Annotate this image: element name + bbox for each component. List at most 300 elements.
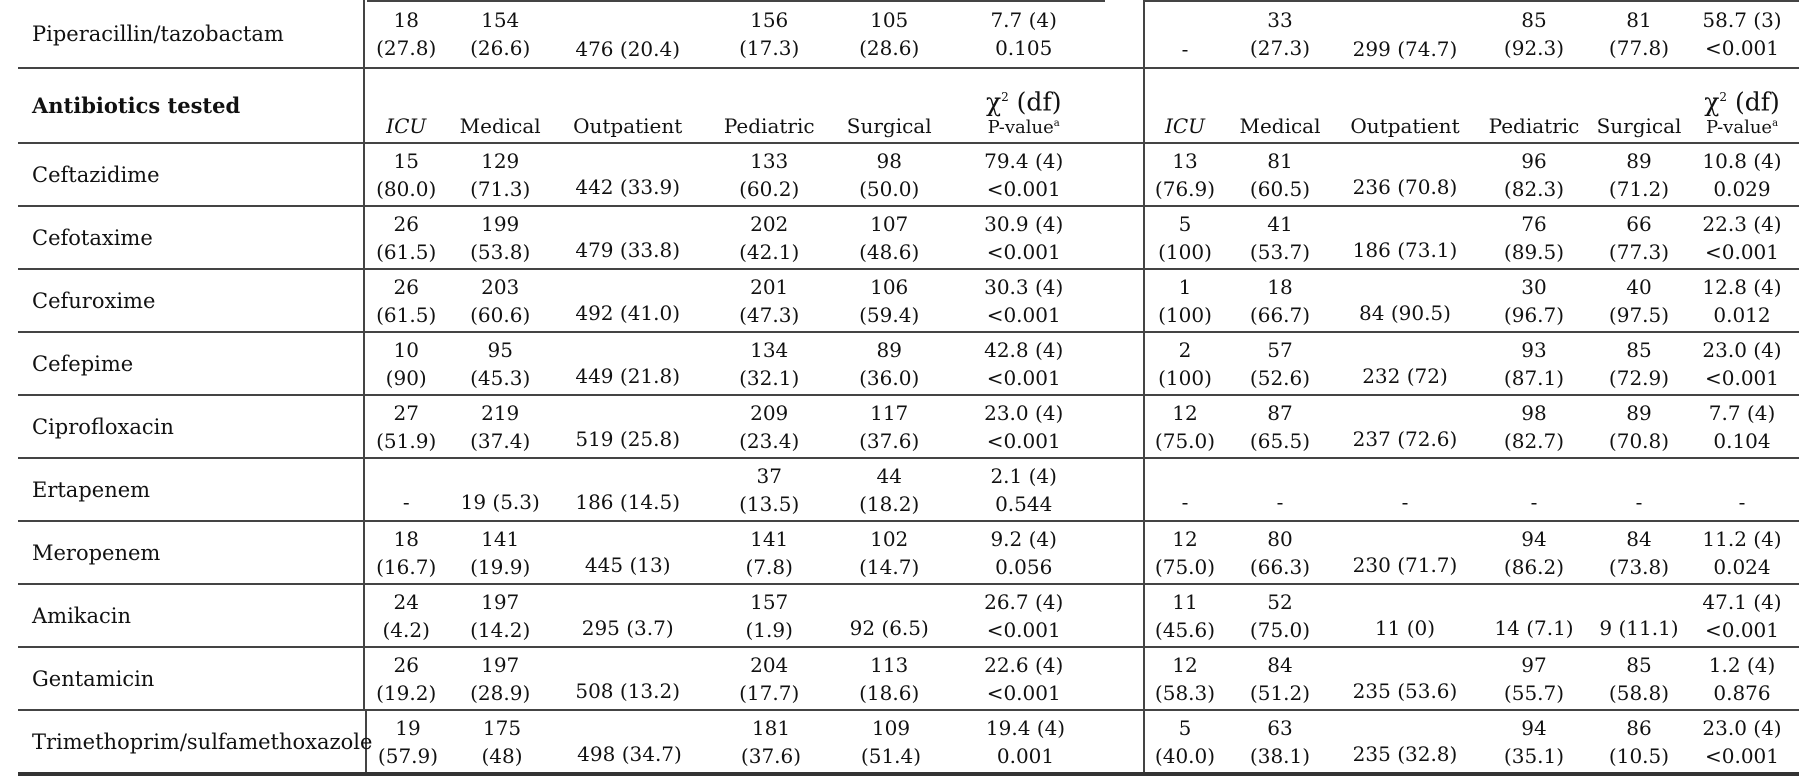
table-cell [702, 459, 836, 520]
cell-value: (35.1) [1503, 743, 1565, 768]
group-left [365, 270, 1105, 331]
table-cell [553, 270, 702, 331]
group-left [365, 648, 1105, 709]
table-cell [553, 207, 702, 268]
cell-value: (13.5) [739, 491, 800, 516]
cell-value: 2.1 (4) [990, 463, 1057, 488]
cell-value: 89 [1626, 400, 1652, 425]
table-cell [447, 207, 553, 268]
header-group-right [1143, 69, 1799, 142]
cell-value: (71.3) [470, 176, 531, 201]
resistance-table [18, 0, 1799, 776]
table-cell [942, 396, 1105, 457]
cell-value: 81 [1626, 7, 1652, 32]
cell-value: (59.4) [859, 302, 920, 327]
column-gap [1105, 585, 1143, 646]
cell-value: (18.2) [859, 491, 920, 516]
cell-value: 86 [1626, 715, 1652, 740]
table-cell [1335, 144, 1475, 205]
cell-value: (17.3) [739, 35, 800, 60]
table-cell [1593, 522, 1685, 583]
table-cell [1145, 522, 1225, 583]
column-header [1145, 69, 1225, 142]
table-cell [553, 396, 702, 457]
column-header-label: ICU [386, 114, 427, 138]
table-cell [1475, 144, 1593, 205]
cell-value: (100) [1158, 239, 1212, 264]
cell-value: 22.3 (4) [1702, 211, 1782, 236]
cell-value: 66 [1626, 211, 1652, 236]
table-cell [447, 585, 553, 646]
cell-value: 47.1 (4) [1702, 589, 1782, 614]
cell-value: 201 [750, 274, 789, 299]
cell-value: <0.001 [1704, 743, 1779, 768]
cell-value: 299 (74.7) [1352, 37, 1458, 61]
cell-value: (27.8) [376, 35, 437, 60]
row-label: Cefepime [18, 333, 365, 394]
column-header-label: Pediatric [1488, 114, 1580, 138]
column-header-label: Pediatric [723, 114, 815, 138]
table-cell [365, 459, 447, 520]
table-cell [836, 0, 942, 67]
cell-value: 26 [393, 274, 419, 299]
cell-value: (53.8) [470, 239, 531, 264]
cell-value: - [1276, 490, 1284, 514]
table-cell [365, 270, 447, 331]
cell-value: 0.012 [1713, 302, 1771, 327]
group-right [1143, 0, 1799, 67]
group-right [1143, 207, 1799, 268]
chi-symbol: χ [985, 87, 1002, 116]
chi-square-header [1685, 69, 1799, 142]
table-cell [365, 333, 447, 394]
cell-value: 0.544 [995, 491, 1053, 516]
table-cell [702, 270, 836, 331]
pvalue-text: P-value [1705, 117, 1773, 138]
cell-value: (60.6) [470, 302, 531, 327]
cell-value: 13 [1172, 148, 1198, 173]
row-label: Ciprofloxacin [18, 396, 365, 457]
table-cell [447, 333, 553, 394]
cell-value: (73.8) [1608, 554, 1670, 579]
table-cell [365, 522, 447, 583]
cell-value: (58.3) [1154, 680, 1216, 705]
cell-value: 42.8 (4) [984, 337, 1064, 362]
group-right [1143, 270, 1799, 331]
table-cell [1593, 396, 1685, 457]
cell-value: 27 [393, 400, 419, 425]
cell-value: (42.1) [739, 239, 800, 264]
cell-value: 58.7 (3) [1702, 7, 1782, 32]
group-left [365, 522, 1105, 583]
table-cell [944, 711, 1107, 772]
table-cell [942, 207, 1105, 268]
cell-value: 105 [870, 7, 909, 32]
cell-value: 117 [870, 400, 909, 425]
cell-value: 0.029 [1713, 176, 1771, 201]
cell-value: 9 (11.1) [1599, 616, 1679, 640]
cell-value: (45.3) [470, 365, 531, 390]
table-cell [553, 522, 702, 583]
cell-value: (48) [481, 743, 523, 768]
table-row [18, 0, 1799, 69]
cell-value: 22.6 (4) [984, 652, 1064, 677]
column-gap [1105, 270, 1143, 331]
group-left [365, 144, 1105, 205]
table-cell [942, 459, 1105, 520]
table-cell [1685, 711, 1799, 772]
cell-value: <0.001 [1704, 365, 1779, 390]
cell-value: 202 [750, 211, 789, 236]
cell-value: 134 [750, 337, 789, 362]
cell-value: 85 [1626, 652, 1652, 677]
table-cell [1145, 396, 1225, 457]
table-cell [1685, 648, 1799, 709]
cell-value: 0.056 [995, 554, 1053, 579]
table-cell [1475, 648, 1593, 709]
cell-value: 175 [482, 715, 522, 740]
table-cell [447, 0, 553, 67]
table-cell [1685, 270, 1799, 331]
table-cell [1475, 522, 1593, 583]
cell-value: 80 [1267, 526, 1293, 551]
table-cell [942, 144, 1105, 205]
cell-value: (92.3) [1503, 35, 1565, 60]
column-header [702, 69, 836, 142]
table-cell [1335, 585, 1475, 646]
cell-value: (86.2) [1503, 554, 1565, 579]
table-cell [836, 585, 942, 646]
table-cell [1225, 270, 1335, 331]
cell-value: 94 [1521, 715, 1547, 740]
row-label: Gentamicin [18, 648, 365, 709]
row-label: Amikacin [18, 585, 365, 646]
cell-value: 18 [393, 526, 419, 551]
group-left [365, 396, 1105, 457]
table-row [18, 333, 1799, 396]
cell-value: 96 [1521, 148, 1547, 173]
table-cell [365, 585, 447, 646]
chi-square-label [986, 82, 1062, 117]
cell-value: 476 (20.4) [575, 37, 681, 61]
cell-value: (72.9) [1608, 365, 1670, 390]
chi-symbol: χ [1704, 87, 1720, 116]
cell-value: 209 [750, 400, 789, 425]
table-cell [702, 207, 836, 268]
table-cell [555, 711, 704, 772]
table-cell [702, 144, 836, 205]
cell-value: 79.4 (4) [984, 148, 1064, 173]
cell-value: 44 [876, 463, 902, 488]
cell-value: (37.6) [859, 428, 920, 453]
cell-value: (51.9) [376, 428, 437, 453]
cell-value: (100) [1158, 365, 1212, 390]
table-cell [942, 648, 1105, 709]
cell-value: 0.024 [1713, 554, 1771, 579]
cell-value: 14 (7.1) [1494, 616, 1574, 640]
table-cell [1685, 144, 1799, 205]
table-cell [447, 144, 553, 205]
cell-value: 92 (6.5) [849, 616, 929, 640]
cell-value: 85 [1626, 337, 1652, 362]
cell-value: 0.105 [995, 35, 1053, 60]
table-cell [836, 144, 942, 205]
cell-value: 519 (25.8) [575, 427, 681, 451]
table-cell [1593, 333, 1685, 394]
column-header-label: Outpatient [1350, 114, 1460, 138]
table-cell [704, 711, 838, 772]
column-header [1335, 69, 1475, 142]
cell-value: 5 [1178, 715, 1192, 740]
table-cell [1335, 396, 1475, 457]
table-cell [449, 711, 555, 772]
cell-value: (61.5) [376, 239, 437, 264]
row-label: Cefotaxime [18, 207, 365, 268]
cell-value: 154 [481, 7, 520, 32]
table-cell [1593, 585, 1685, 646]
table-cell [836, 459, 942, 520]
cell-value: 109 [871, 715, 911, 740]
group-left [365, 585, 1105, 646]
cell-value: (60.2) [739, 176, 800, 201]
cell-value: 197 [481, 589, 520, 614]
cell-value: 84 [1626, 526, 1652, 551]
cell-value: 23.0 (4) [1702, 715, 1782, 740]
cell-value: (51.4) [860, 743, 922, 768]
table-cell [836, 648, 942, 709]
cell-value: 15 [393, 148, 419, 173]
cell-value: (97.5) [1608, 302, 1670, 327]
cell-value: (60.5) [1249, 176, 1311, 201]
cell-value: 141 [481, 526, 520, 551]
chi-df: (df) [1008, 87, 1062, 116]
cell-value: 157 [750, 589, 789, 614]
cell-value: 203 [481, 274, 520, 299]
cell-value: (48.6) [859, 239, 920, 264]
table-cell [1593, 270, 1685, 331]
table-cell [1685, 207, 1799, 268]
cell-value: 63 [1267, 715, 1293, 740]
table-cell [1225, 207, 1335, 268]
chi-square-label [1704, 82, 1780, 117]
column-gap [1105, 522, 1143, 583]
cell-value: 26 [393, 652, 419, 677]
column-header-label: Surgical [1596, 114, 1682, 138]
cell-value: (37.4) [470, 428, 531, 453]
cell-value: 40 [1626, 274, 1652, 299]
table-cell [1335, 522, 1475, 583]
cell-value: 0.876 [1713, 680, 1771, 705]
table-cell [447, 396, 553, 457]
cell-value: 19 (5.3) [460, 490, 540, 514]
table-cell [365, 207, 447, 268]
cell-value: (77.3) [1608, 239, 1670, 264]
cell-value: 7.7 (4) [1708, 400, 1776, 425]
table-cell [1335, 207, 1475, 268]
pvalue-label [1706, 117, 1778, 138]
table-cell [942, 585, 1105, 646]
cell-value: 219 [481, 400, 520, 425]
cell-value: (53.7) [1249, 239, 1311, 264]
table-cell [1593, 0, 1685, 67]
table-cell [1475, 207, 1593, 268]
table-cell [1335, 270, 1475, 331]
column-header-label: Medical [1239, 114, 1321, 138]
cell-value: 33 [1267, 7, 1293, 32]
cell-value: 237 (72.6) [1352, 427, 1458, 451]
cell-value: 84 (90.5) [1359, 301, 1451, 325]
cell-value: 18 [1267, 274, 1293, 299]
table-cell [836, 522, 942, 583]
cell-value: (32.1) [739, 365, 800, 390]
cell-value: (76.9) [1154, 176, 1216, 201]
cell-value: 98 [876, 148, 902, 173]
cell-value: 11 (0) [1374, 616, 1436, 640]
chi-df: (df) [1727, 87, 1780, 116]
table-cell [447, 522, 553, 583]
cell-value: - [1738, 490, 1746, 514]
table-cell [365, 648, 447, 709]
cell-value: 26.7 (4) [984, 589, 1064, 614]
column-header [1593, 69, 1685, 142]
cell-value: <0.001 [1704, 35, 1779, 60]
row-label: Ceftazidime [18, 144, 365, 205]
table-cell [1335, 333, 1475, 394]
table-cell [1145, 207, 1225, 268]
cell-value: 106 [870, 274, 909, 299]
table-cell [942, 270, 1105, 331]
header-row [18, 69, 1799, 144]
table-row [18, 522, 1799, 585]
table-cell [447, 270, 553, 331]
cell-value: - [1635, 490, 1643, 514]
cell-value: (47.3) [739, 302, 800, 327]
cell-value: 26 [393, 211, 419, 236]
table-cell [367, 711, 449, 772]
cell-value: 492 (41.0) [575, 301, 681, 325]
cell-value: 84 [1267, 652, 1293, 677]
cell-value: <0.001 [986, 617, 1061, 642]
cell-value: 41 [1267, 211, 1293, 236]
table-cell [1475, 333, 1593, 394]
table-row [18, 270, 1799, 333]
cell-value: <0.001 [986, 428, 1061, 453]
cell-value: 12 [1172, 526, 1198, 551]
table-cell [1335, 711, 1475, 772]
column-gap [1107, 711, 1143, 772]
cell-value: 12 [1172, 652, 1198, 677]
cell-value: 186 (14.5) [575, 490, 681, 514]
table-cell [1475, 270, 1593, 331]
cell-value: 498 (34.7) [577, 742, 682, 766]
cell-value: (96.7) [1503, 302, 1565, 327]
cell-value: (16.7) [376, 554, 437, 579]
column-header [836, 69, 942, 142]
cell-value: 98 [1521, 400, 1547, 425]
group-right [1143, 711, 1799, 772]
cell-value: (89.5) [1503, 239, 1565, 264]
cell-value: 24 [393, 589, 419, 614]
cell-value: (26.6) [470, 35, 531, 60]
table-cell [1335, 648, 1475, 709]
cell-value: 12.8 (4) [1702, 274, 1782, 299]
table-cell [702, 396, 836, 457]
table-cell [1475, 711, 1593, 772]
column-header [447, 69, 553, 142]
cell-value: - [1181, 490, 1189, 514]
cell-value: 156 [750, 7, 789, 32]
cell-value: 94 [1521, 526, 1547, 551]
cell-value: 93 [1521, 337, 1547, 362]
cell-value: 11.2 (4) [1702, 526, 1782, 551]
pvalue-superscript: a [1053, 118, 1060, 129]
row-label: Trimethoprim/sulfamethoxazole [18, 711, 367, 772]
cell-value: 1.2 (4) [1708, 652, 1776, 677]
cell-value: (10.5) [1608, 743, 1670, 768]
table-cell [942, 0, 1105, 67]
table-cell [553, 144, 702, 205]
cell-value: 235 (32.8) [1352, 742, 1458, 766]
cell-value: 7.7 (4) [990, 7, 1057, 32]
pvalue-superscript: a [1772, 118, 1779, 129]
cell-value: (7.8) [745, 554, 793, 579]
cell-value: 295 (3.7) [581, 616, 674, 640]
cell-value: (70.8) [1608, 428, 1670, 453]
table-cell [1593, 144, 1685, 205]
table-row [18, 648, 1799, 711]
cell-value: 449 (21.8) [575, 364, 681, 388]
group-right [1143, 459, 1799, 520]
cell-value: 141 [750, 526, 789, 551]
cell-value: 57 [1267, 337, 1293, 362]
chi-square-header [942, 69, 1105, 142]
column-header [365, 69, 447, 142]
table-cell [1225, 522, 1335, 583]
column-gap [1105, 396, 1143, 457]
cell-value: 81 [1267, 148, 1293, 173]
table-cell [942, 333, 1105, 394]
cell-value: 19 [395, 715, 421, 740]
table-cell [836, 270, 942, 331]
cell-value: 19.4 (4) [985, 715, 1066, 740]
cell-value: 30.3 (4) [984, 274, 1064, 299]
cell-value: 23.0 (4) [984, 400, 1064, 425]
cell-value: (82.3) [1503, 176, 1565, 201]
pvalue-label [988, 117, 1060, 138]
cell-value: - [1401, 490, 1409, 514]
table-cell [447, 459, 553, 520]
table-cell [1145, 711, 1225, 772]
table-cell [836, 396, 942, 457]
cell-value: (17.7) [739, 680, 800, 705]
cell-value: (55.7) [1503, 680, 1565, 705]
cell-value: (38.1) [1249, 743, 1311, 768]
cell-value: 442 (33.9) [575, 175, 681, 199]
cell-value: (23.4) [739, 428, 800, 453]
column-header-label: ICU [1164, 114, 1206, 138]
cell-value: (37.6) [740, 743, 802, 768]
cell-value: 18 [393, 7, 419, 32]
cell-value: (18.6) [859, 680, 920, 705]
cell-value: 85 [1521, 7, 1547, 32]
table-cell [1145, 0, 1225, 67]
table-cell [1225, 711, 1335, 772]
table-cell [1685, 459, 1799, 520]
table-cell [1593, 459, 1685, 520]
table-cell [553, 333, 702, 394]
cell-value: 30 [1521, 274, 1547, 299]
cell-value: 197 [481, 652, 520, 677]
